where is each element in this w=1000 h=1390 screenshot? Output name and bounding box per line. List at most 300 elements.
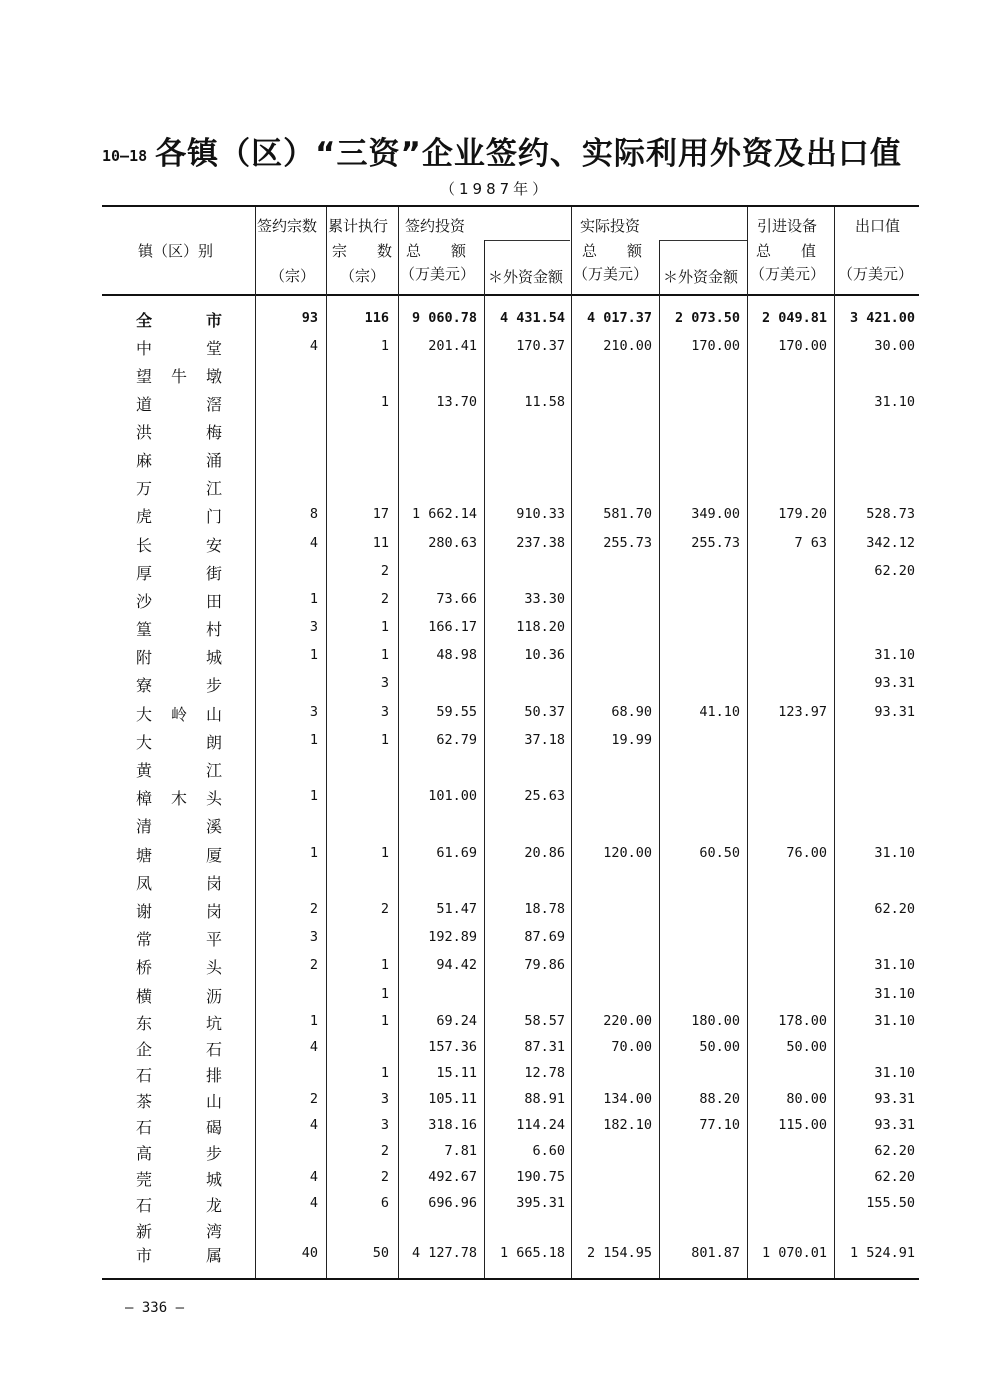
cell-export: 31.10 (874, 1013, 915, 1029)
town-name-char: 朗 (205, 733, 222, 752)
cell-cumulative: 2 (380, 1169, 389, 1185)
town-name-char: 石 (136, 1066, 153, 1085)
town-name (136, 1011, 222, 1034)
town-name-char: 岗 (205, 874, 222, 893)
header-signed-foreign: ＊外资金额 (488, 268, 564, 286)
table-row (0, 702, 1000, 728)
cell-actual-total: 120.00 (603, 845, 652, 861)
town-name (136, 814, 222, 837)
cell-signed-total: 166.17 (428, 619, 477, 635)
table-row (0, 561, 1000, 587)
header-actual-investment: 实际投资 (580, 217, 641, 235)
cell-contracts: 1 (309, 845, 318, 861)
cell-signed-total: 7.81 (444, 1143, 477, 1159)
cell-contracts: 40 (301, 1245, 318, 1261)
cell-signed-total: 51.47 (436, 901, 477, 917)
cell-cumulative: 1 (380, 957, 389, 973)
cell-signed-total: 62.79 (436, 732, 477, 748)
cell-signed-foreign: 25.63 (524, 788, 565, 804)
cell-export: 30.00 (874, 338, 915, 354)
cell-contracts: 2 (309, 957, 318, 973)
table-row (0, 871, 1000, 897)
table-row (0, 899, 1000, 925)
town-name-char: 岗 (205, 902, 222, 921)
header-cumulative-unit: （宗） (340, 267, 386, 285)
town-name-char: 长 (136, 536, 153, 555)
cell-actual-total: 2 154.95 (586, 1245, 652, 1261)
header-contracts: 签约宗数 (257, 217, 318, 235)
town-name-char: 步 (205, 676, 222, 695)
town-name (136, 1193, 222, 1216)
cell-signed-foreign: 395.31 (516, 1195, 565, 1211)
cell-actual-total: 134.00 (603, 1091, 652, 1107)
town-name (136, 476, 222, 499)
cell-equipment: 1 070.01 (761, 1245, 827, 1261)
signed-sub-rule (484, 240, 570, 241)
town-name (136, 1167, 222, 1190)
town-name-char: 市 (205, 311, 222, 330)
cell-export: 31.10 (874, 1065, 915, 1081)
header-export: 出口值 (855, 217, 901, 235)
town-name-char: 黄 (136, 761, 153, 780)
table-row (0, 730, 1000, 756)
table-row (0, 1141, 1000, 1167)
cell-cumulative: 11 (372, 535, 389, 551)
header-contracts-unit: （宗） (270, 267, 316, 285)
cell-signed-foreign: 33.30 (524, 591, 565, 607)
cell-signed-foreign: 12.78 (524, 1065, 565, 1081)
town-name-char: 属 (205, 1246, 222, 1265)
cell-cumulative: 116 (364, 310, 389, 326)
town-name-char: 排 (205, 1066, 222, 1085)
cell-signed-foreign: 170.37 (516, 338, 565, 354)
table-row (0, 392, 1000, 418)
cell-cumulative: 3 (380, 1091, 389, 1107)
cell-cumulative: 1 (380, 647, 389, 663)
town-name-char: 塘 (136, 846, 153, 865)
town-name-char: 城 (205, 1170, 222, 1189)
town-name (136, 955, 222, 978)
town-name-char: 企 (136, 1040, 153, 1059)
cell-export: 31.10 (874, 845, 915, 861)
town-name (136, 673, 222, 696)
actual-sub-rule (659, 240, 747, 241)
cell-actual-foreign: 801.87 (691, 1245, 740, 1261)
town-name-char: 龙 (205, 1196, 222, 1215)
header-export-unit: （万美元） (838, 265, 914, 283)
town-name-char: 寮 (136, 676, 153, 695)
town-name-char: 山 (205, 1092, 222, 1111)
town-name-char: 城 (205, 648, 222, 667)
cell-contracts: 4 (309, 338, 318, 354)
town-name-char: 高 (136, 1144, 153, 1163)
cell-actual-foreign: 180.00 (691, 1013, 740, 1029)
town-name-char: 岭 (170, 705, 187, 724)
cell-export: 62.20 (874, 563, 915, 579)
town-name (136, 1089, 222, 1112)
town-name-char: 平 (205, 930, 222, 949)
header-signed-total-unit: （万美元） (400, 265, 476, 283)
cell-cumulative: 3 (380, 704, 389, 720)
cell-contracts: 3 (309, 619, 318, 635)
cell-equipment: 7 63 (794, 535, 827, 551)
cell-contracts: 3 (309, 704, 318, 720)
cell-signed-total: 13.70 (436, 394, 477, 410)
cell-contracts: 8 (309, 506, 318, 522)
cell-export: 31.10 (874, 394, 915, 410)
year-label: （1987年） (440, 180, 552, 198)
town-name-char: 市 (136, 1246, 153, 1265)
header-actual-total: 总 额 (582, 242, 643, 260)
cell-cumulative: 1 (380, 1013, 389, 1029)
table-row (0, 420, 1000, 446)
town-name (136, 392, 222, 415)
table-row (0, 786, 1000, 812)
cell-cumulative: 1 (380, 619, 389, 635)
cell-export: 62.20 (874, 901, 915, 917)
town-name (136, 786, 222, 809)
town-name (136, 1063, 222, 1086)
cell-actual-total: 581.70 (603, 506, 652, 522)
town-name-char: 常 (136, 930, 153, 949)
title-text: 各镇（区）“三资”企业签约、实际利用外资及出口值 (155, 136, 902, 172)
cell-cumulative: 1 (380, 986, 389, 1002)
cell-contracts: 4 (309, 1169, 318, 1185)
cell-signed-foreign: 1 665.18 (499, 1245, 565, 1261)
cell-contracts: 4 (309, 1117, 318, 1133)
town-name-char: 新 (136, 1222, 153, 1241)
cell-actual-foreign: 2 073.50 (674, 310, 740, 326)
cell-contracts: 1 (309, 788, 318, 804)
cell-cumulative: 3 (380, 1117, 389, 1133)
cell-cumulative: 3 (380, 675, 389, 691)
cell-signed-foreign: 50.37 (524, 704, 565, 720)
town-name (136, 758, 222, 781)
town-name-char: 门 (205, 507, 222, 526)
cell-cumulative: 2 (380, 591, 389, 607)
cell-actual-total: 255.73 (603, 535, 652, 551)
table-number: 10—18 (102, 147, 148, 165)
cell-actual-foreign: 41.10 (699, 704, 740, 720)
header-signed-investment: 签约投资 (405, 217, 466, 235)
cell-actual-foreign: 255.73 (691, 535, 740, 551)
cell-signed-total: 4 127.78 (411, 1245, 477, 1261)
cell-signed-total: 696.96 (428, 1195, 477, 1211)
cell-signed-total: 59.55 (436, 704, 477, 720)
town-name-char: 江 (205, 761, 222, 780)
town-name-char: 厦 (205, 846, 222, 865)
table-row (0, 1193, 1000, 1219)
cell-signed-foreign: 18.78 (524, 901, 565, 917)
cell-cumulative: 1 (380, 394, 389, 410)
town-name-char: 碣 (205, 1118, 222, 1137)
cell-equipment: 170.00 (778, 338, 827, 354)
town-name-char: 木 (170, 789, 187, 808)
header-equipment: 引进设备 (757, 217, 818, 235)
cell-signed-foreign: 20.86 (524, 845, 565, 861)
town-name-char: 滘 (205, 395, 222, 414)
table-row (0, 1089, 1000, 1115)
town-name (136, 843, 222, 866)
cell-export: 1 524.91 (849, 1245, 915, 1261)
cell-signed-foreign: 58.57 (524, 1013, 565, 1029)
table-row (0, 504, 1000, 530)
town-name-char: 田 (205, 592, 222, 611)
header-equipment-unit: （万美元） (750, 265, 826, 283)
cell-actual-foreign: 88.20 (699, 1091, 740, 1107)
cell-signed-total: 192.89 (428, 929, 477, 945)
town-name-char: 厚 (136, 564, 153, 583)
cell-signed-total: 157.36 (428, 1039, 477, 1055)
town-name-char: 湾 (205, 1222, 222, 1241)
cell-contracts: 1 (309, 732, 318, 748)
cell-signed-foreign: 88.91 (524, 1091, 565, 1107)
town-name-char: 沙 (136, 592, 153, 611)
town-name (136, 645, 222, 668)
cell-equipment: 179.20 (778, 506, 827, 522)
town-name (136, 730, 222, 753)
town-name (136, 533, 222, 556)
header-rule (102, 294, 919, 296)
cell-export: 62.20 (874, 1169, 915, 1185)
header-actual-total-unit: （万美元） (573, 265, 649, 283)
cell-actual-total: 210.00 (603, 338, 652, 354)
table-row (0, 617, 1000, 643)
cell-signed-total: 101.00 (428, 788, 477, 804)
cell-signed-total: 15.11 (436, 1065, 477, 1081)
cell-actual-foreign: 50.00 (699, 1039, 740, 1055)
cell-actual-total: 19.99 (611, 732, 652, 748)
cell-signed-foreign: 4 431.54 (499, 310, 565, 326)
cell-export: 93.31 (874, 704, 915, 720)
page-number: — 336 — (125, 1300, 185, 1316)
town-name-char: 谢 (136, 902, 153, 921)
cell-actual-total: 70.00 (611, 1039, 652, 1055)
total-row (0, 308, 1000, 334)
cell-signed-foreign: 87.69 (524, 929, 565, 945)
cell-cumulative: 2 (380, 563, 389, 579)
cell-signed-total: 69.24 (436, 1013, 477, 1029)
cell-cumulative: 17 (372, 506, 389, 522)
cell-contracts: 4 (309, 1039, 318, 1055)
header-equipment-sub: 总 值 (756, 242, 817, 260)
cell-signed-foreign: 910.33 (516, 506, 565, 522)
cell-export: 93.31 (874, 1117, 915, 1133)
town-name-char: 安 (205, 536, 222, 555)
header-cumulative: 累计执行 (328, 217, 389, 235)
cell-export: 3 421.00 (849, 310, 915, 326)
bottom-rule (102, 1278, 919, 1280)
table-row (0, 673, 1000, 699)
cell-signed-total: 94.42 (436, 957, 477, 973)
cell-signed-total: 318.16 (428, 1117, 477, 1133)
town-name-char: 溪 (205, 817, 222, 836)
cell-export: 31.10 (874, 647, 915, 663)
town-name-char: 街 (205, 564, 222, 583)
cell-cumulative: 1 (380, 338, 389, 354)
table-row (0, 476, 1000, 502)
cell-cumulative: 1 (380, 1065, 389, 1081)
cell-contracts: 4 (309, 535, 318, 551)
header-town: 镇（区）别 (138, 242, 214, 260)
cell-actual-total: 68.90 (611, 704, 652, 720)
town-name (136, 984, 222, 1007)
town-name (136, 589, 222, 612)
cell-equipment: 115.00 (778, 1117, 827, 1133)
cell-cumulative: 1 (380, 732, 389, 748)
cell-export: 93.31 (874, 1091, 915, 1107)
cell-contracts: 3 (309, 929, 318, 945)
cell-actual-foreign: 77.10 (699, 1117, 740, 1133)
cell-signed-foreign: 10.36 (524, 647, 565, 663)
cell-contracts: 1 (309, 1013, 318, 1029)
town-name-char: 梅 (205, 423, 222, 442)
cell-contracts: 1 (309, 647, 318, 663)
town-name-char: 附 (136, 648, 153, 667)
town-name-char: 洪 (136, 423, 153, 442)
town-name-char: 篁 (136, 620, 153, 639)
cell-actual-total: 220.00 (603, 1013, 652, 1029)
town-name (136, 1219, 222, 1242)
town-name-char: 莞 (136, 1170, 153, 1189)
cell-contracts: 4 (309, 1195, 318, 1211)
town-name-char: 横 (136, 987, 153, 1006)
cell-cumulative: 50 (372, 1245, 389, 1261)
table-row (0, 984, 1000, 1010)
table-row (0, 955, 1000, 981)
cell-actual-foreign: 60.50 (699, 845, 740, 861)
header-actual-foreign: ＊外资金额 (663, 268, 739, 286)
table-row (0, 758, 1000, 784)
cell-signed-total: 492.67 (428, 1169, 477, 1185)
town-name (136, 336, 222, 359)
town-name (136, 504, 222, 527)
town-name-char: 中 (136, 339, 153, 358)
town-name-char: 茶 (136, 1092, 153, 1111)
table-row (0, 533, 1000, 559)
table-row (0, 645, 1000, 671)
cell-signed-foreign: 11.58 (524, 394, 565, 410)
cell-equipment: 76.00 (786, 845, 827, 861)
cell-signed-total: 201.41 (428, 338, 477, 354)
town-name (136, 420, 222, 443)
cell-cumulative: 2 (380, 901, 389, 917)
town-name (136, 1037, 222, 1060)
cell-contracts: 93 (301, 310, 318, 326)
town-name (136, 448, 222, 471)
table-row (0, 1167, 1000, 1193)
town-name-char: 望 (136, 367, 153, 386)
table-title (102, 128, 902, 173)
cell-equipment: 80.00 (786, 1091, 827, 1107)
table-row (0, 1115, 1000, 1141)
cell-signed-foreign: 79.86 (524, 957, 565, 973)
town-name (136, 871, 222, 894)
town-name-char: 万 (136, 479, 153, 498)
table-row (0, 1011, 1000, 1037)
town-name-char: 山 (205, 705, 222, 724)
cell-signed-foreign: 190.75 (516, 1169, 565, 1185)
town-name-char: 坑 (205, 1014, 222, 1033)
table-row (0, 814, 1000, 840)
cell-contracts: 2 (309, 1091, 318, 1107)
cell-signed-total: 9 060.78 (411, 310, 477, 326)
town-name (136, 308, 222, 331)
cell-signed-foreign: 118.20 (516, 619, 565, 635)
table-row (0, 364, 1000, 390)
cell-export: 93.31 (874, 675, 915, 691)
cell-cumulative: 1 (380, 845, 389, 861)
cell-equipment: 2 049.81 (761, 310, 827, 326)
town-name (136, 1141, 222, 1164)
table-row (0, 1037, 1000, 1063)
cell-equipment: 50.00 (786, 1039, 827, 1055)
table-row (0, 448, 1000, 474)
table-row (0, 1063, 1000, 1089)
town-name-char: 沥 (205, 987, 222, 1006)
town-name-char: 樟 (136, 789, 153, 808)
table-row (0, 1243, 1000, 1269)
town-name-char: 大 (136, 705, 153, 724)
header-cumulative-sub: 宗 数 (332, 242, 393, 260)
town-name-char: 墩 (205, 367, 222, 386)
cell-contracts: 1 (309, 591, 318, 607)
cell-signed-total: 48.98 (436, 647, 477, 663)
town-name-char: 大 (136, 733, 153, 752)
cell-actual-foreign: 170.00 (691, 338, 740, 354)
cell-signed-total: 105.11 (428, 1091, 477, 1107)
town-name-char: 道 (136, 395, 153, 414)
town-name-char: 虎 (136, 507, 153, 526)
cell-signed-foreign: 37.18 (524, 732, 565, 748)
town-name-char: 桥 (136, 958, 153, 977)
town-name (136, 899, 222, 922)
town-name-char: 村 (205, 620, 222, 639)
town-name (136, 702, 222, 725)
town-name-char: 东 (136, 1014, 153, 1033)
cell-export: 342.12 (866, 535, 915, 551)
table-row (0, 589, 1000, 615)
cell-signed-foreign: 237.38 (516, 535, 565, 551)
cell-actual-total: 182.10 (603, 1117, 652, 1133)
cell-signed-total: 280.63 (428, 535, 477, 551)
town-name-char: 头 (205, 789, 222, 808)
cell-cumulative: 6 (380, 1195, 389, 1211)
town-name (136, 617, 222, 640)
table-row (0, 927, 1000, 953)
town-name-char: 堂 (205, 339, 222, 358)
town-name (136, 561, 222, 584)
cell-signed-foreign: 114.24 (516, 1117, 565, 1133)
cell-export: 155.50 (866, 1195, 915, 1211)
cell-cumulative: 2 (380, 1143, 389, 1159)
town-name (136, 1115, 222, 1138)
town-name-char: 清 (136, 817, 153, 836)
cell-signed-foreign: 6.60 (532, 1143, 565, 1159)
cell-export: 528.73 (866, 506, 915, 522)
town-name-char: 麻 (136, 451, 153, 470)
table-row (0, 1219, 1000, 1245)
table-row (0, 843, 1000, 869)
town-name (136, 1243, 222, 1266)
cell-signed-foreign: 87.31 (524, 1039, 565, 1055)
table-row (0, 336, 1000, 362)
town-name-char: 牛 (170, 367, 187, 386)
town-name-char: 江 (205, 479, 222, 498)
header-signed-total: 总 额 (406, 242, 467, 260)
town-name (136, 927, 222, 950)
cell-equipment: 123.97 (778, 704, 827, 720)
